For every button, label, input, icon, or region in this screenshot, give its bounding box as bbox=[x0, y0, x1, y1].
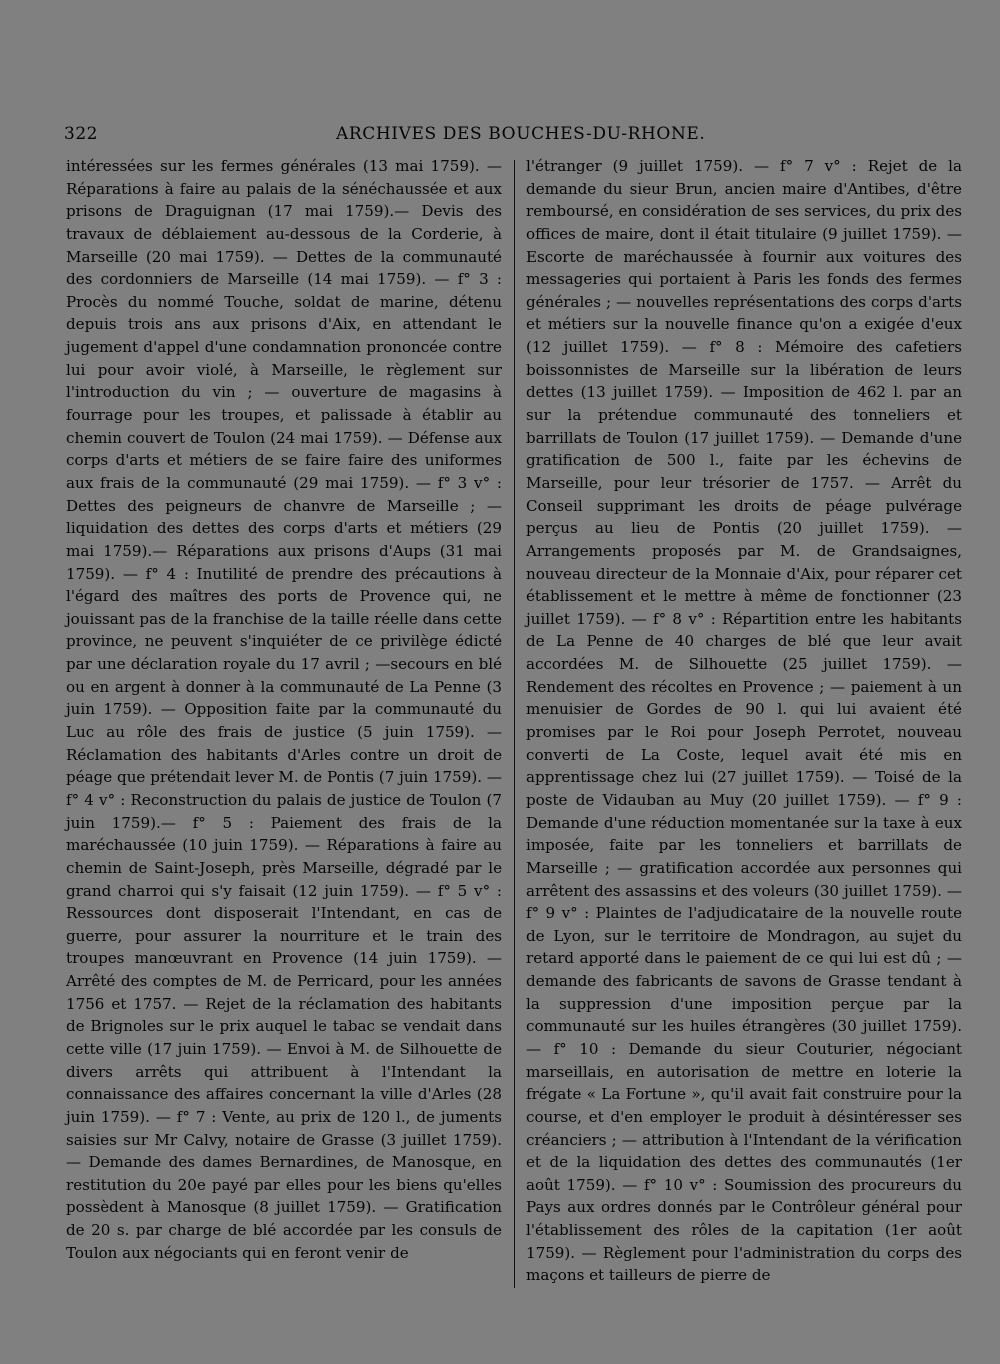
column-divider bbox=[514, 160, 515, 1288]
text-column-right: l'étranger (9 juillet 1759). — f° 7 v° : Rejet de la demande du sieur Brun, ancien maire d'Antibes, d'être remboursé, en considération de ses services, du prix des offices de maire, dont il était titulaire (9 juillet 1759). — Escorte de maréchaussée à fournir aux voitures des messageries qui portaient à Paris les fonds des fermes générales ; — nouvelles représentations des corps d'arts et métiers sur la nouvelle finance qu'on a exigée d'eux (12 juillet 1759). — f° 8 : Mémoire des cafetiers boissonnistes de Marseille sur la libération de leurs dettes (13 juillet 1759). — Imposition de 462 l. par an sur la prétendue communauté des tonneliers et barrillats de Toulon (17 juillet 1759). — Demande d'une gratification de 500 l., faite par les échevins de Marseille, pour leur trésorier de 1757. — Arrêt du Conseil supprimant les droits de péage pulvérage perçus au lieu de Pontis (20 juillet 1759). — Arrangements proposés par M. de Grandsaignes, nouveau directeur de la Monnaie d'Aix, pour réparer cet établissement et le mettre à même de fonctionner (23 juillet 1759). — f° 8 v° : Répartition entre les habitants de La Penne de 40 charges de blé que leur avait accordées M. de Silhouette (25 juillet 1759). — Rendement des récoltes en Provence ; — paiement à un menuisier de Gordes de 90 l. qui lui avaient été promises par le Roi pour Joseph Perrotet, nouveau converti de La Coste, lequel avait été mis en apprentissage chez lui (27 juillet 1759). — Toisé de la poste de Vidauban au Muy (20 juillet 1759). — f° 9 : Demande d'une réduction momentanée sur la taxe à eux imposée, faite par les tonneliers et barrillats de Marseille ; — gratification accordée aux personnes qui arrêtent des assassins et des voleurs (30 juillet 1759). — f° 9 v° : Plaintes de l'adjudicataire de la nouvelle route de Lyon, sur le territoire de Mondragon, au sujet du retard apporté dans le paiement de ce qui lui est dû ; — demande des fabricants de savons de Grasse tendant à la suppression d'une imposition perçue par la communauté sur les huiles étrangères (30 juillet 1759). — f° 10 : Demande du sieur Couturier, négociant marseillais, en autorisation de mettre en loterie la frégate « La Fortune », qu'il avait fait construire pour la course, et d'en employer le produit à désintéresser ses créanciers ; — attribution à l'Intendant de la vérification et de la liquidation des dettes des communautés (1er août 1759). — f° 10 v° : Soumission des procureurs du Pays aux ordres donnés par le Contrôleur général pour l'établissement des rôles de la capitation (1er août 1759). — Règlement pour l'administration du corps des maçons et tailleurs de pierre de bbox=[526, 157, 962, 1285]
page-header bbox=[64, 124, 964, 150]
running-title: ARCHIVES DES BOUCHES-DU-RHONE. bbox=[336, 124, 706, 144]
page-number: 322 bbox=[64, 124, 98, 144]
text-column-left: intéressées sur les fermes générales (13 mai 1759). — Réparations à faire au palais de la sénéchaussée et aux prisons de Draguignan (17 mai 1759).— Devis des travaux de déblaiement au-dessous de la Corderie, à Marseille (20 mai 1759). — Dettes de la communauté des cordonniers de Marseille (14 mai 1759). — f° 3 : Procès du nommé Touche, soldat de marine, détenu depuis trois ans aux prisons d'Aix, en attendant le jugement d'appel d'une condamnation prononcée contre lui pour avoir violé, à Marseille, le règlement sur l'introduction du vin ; — ouverture de magasins à fourrage pour les troupes, et palissade à établir au chemin couvert de Toulon (24 mai 1759). — Défense aux corps d'arts et métiers de se faire faire des uniformes aux frais de la communauté (29 mai 1759). — f° 3 v° : Dettes des peigneurs de chanvre de Marseille ; — liquidation des dettes des corps d'arts et métiers (29 mai 1759).— Réparations aux prisons d'Aups (31 mai 1759). — f° 4 : Inutilité de prendre des précautions à l'égard des maîtres des ports de Provence qui, ne jouissant pas de la franchise de la taille réelle dans cette province, ne peuvent s'inquiéter de ce privilège édicté par une déclaration royale du 17 avril ; —secours en blé ou en argent à donner à la communauté de La Penne (3 juin 1759). — Opposition faite par la communauté du Luc au rôle des frais de justice (5 juin 1759). — Réclamation des habitants d'Arles contre un droit de péage que prétendait lever M. de Pontis (7 juin 1759). — f° 4 v° : Reconstruction du palais de justice de Toulon (7 juin 1759).— f° 5 : Paiement des frais de la maréchaussée (10 juin 1759). — Réparations à faire au chemin de Saint-Joseph, près Marseille, dégradé par le grand charroi qui s'y faisait (12 juin 1759). — f° 5 v° : Ressources dont disposerait l'Intendant, en cas de guerre, pour assurer la nourriture et le train des troupes manœuvrant en Provence (14 juin 1759). — Arrêté des comptes de M. de Perricard, pour les années 1756 et 1757. — Rejet de la réclamation des habitants de Brignoles sur le prix auquel le tabac se vendait dans cette ville (17 juin 1759). — Envoi à M. de Silhouette de divers arrêts qui attribuent à l'Intendant la connaissance des affaires concernant la ville d'Arles (28 juin 1759). — f° 7 : Vente, au prix de 120 l., de juments saisies sur Mr Calvy, notaire de Grasse (3 juillet 1759). — Demande des dames Bernardines, de Manosque, en restitution du 20e payé par elles pour les biens qu'elles possèdent à Manosque (8 juillet 1759). — Gratification de 20 s. par charge de blé accordée par les consuls de Toulon aux négociants qui en feront venir de bbox=[66, 157, 502, 1262]
